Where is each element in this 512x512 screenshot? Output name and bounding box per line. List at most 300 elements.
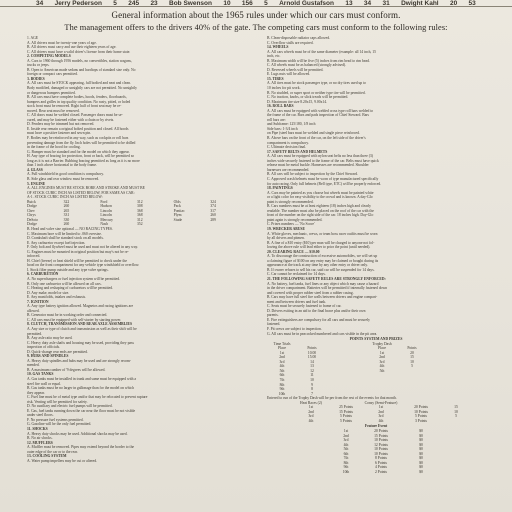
rule-item: C. Prizes numbers — 'No Score': [267, 222, 315, 227]
feature-cell: 5th: [343, 447, 349, 452]
points-cell: 4th: [379, 364, 385, 369]
rule-section-heading: 13. COOLING SYSTEM: [27, 454, 67, 459]
feature-cell: 10 Points: [374, 438, 388, 443]
heat-gap: [267, 419, 291, 424]
engine-table-cell: Stude: [173, 217, 183, 222]
points-table: [267, 351, 485, 396]
points-cell: 12: [310, 368, 314, 373]
points-cell: 1st: [379, 350, 385, 355]
rule-item: F. Bodies may be reinforced in any way, such as cockpits or roll bars: [27, 136, 129, 141]
rule-item: front of the number on the right side of the car. 18 inches high. Day-Glo: [267, 213, 374, 218]
rule-item: C. All wheels must be as balanced (strongly advised).: [267, 63, 347, 68]
engine-table-cell: Pack: [173, 204, 181, 209]
rule-item: C. Fuel line must be of metal type and/or that may be relocated to prevent rupture: [27, 395, 148, 400]
engine-table-cell: 330: [63, 217, 70, 222]
points-subhead-cell: Points: [307, 346, 317, 351]
feature-cell: 6 Points: [375, 460, 387, 465]
rule-item: inforced.: [27, 254, 41, 259]
heat-cell: 5 Points: [340, 414, 352, 419]
heat-cell: 4th: [308, 418, 314, 423]
rule-item: preventing damage from the fly. Inch holes will be permitted to be drilled: [27, 140, 136, 145]
rule-section-heading: 9. HUBS AND SPINDLES: [27, 354, 69, 359]
engine-table-cell: 260: [210, 213, 216, 218]
rule-item: C. All cars must be equipped with self-starter by starting power.: [27, 317, 122, 322]
rule-section-heading: 12. MUFFLERS: [27, 440, 53, 445]
rule-item: A. To discourage the construction of excessive automobiles, we will set up: [267, 254, 378, 259]
points-head-time: Time Trials: [273, 341, 291, 346]
rule-item: A. Heavy duty spindles and hubs may be used and are strongly recom-: [27, 358, 132, 363]
rule-item: the frame of the car. Bars and pads inspection of Chief Steward. Bars: [267, 113, 369, 118]
rule-item: B. Only one carburetor will be allowed on all cars.: [27, 281, 102, 286]
rule-item: A. Cars to 1960 through 1956 models, no convertibles, station wagons,: [27, 58, 132, 63]
rule-item: G. Gasoline will be the only fuel permitted.: [27, 422, 92, 427]
engine-table-cell: 374: [210, 204, 216, 209]
rule-item: B. If owner refuses to sell his car, said car will be suspended for 14 days.: [267, 267, 375, 272]
feature-cell: 10 Points: [374, 451, 388, 456]
results-strip-cell: 156: [241, 0, 253, 7]
rule-item: parents.: [267, 313, 279, 318]
results-strip-cell: 34: [363, 0, 372, 7]
rule-item: Side bars: 1-3/4 inch: [267, 126, 298, 131]
rule-item: harnesses are recommended.: [267, 167, 310, 172]
engine-table-cell: Plym: [173, 213, 182, 218]
rule-item: G. Engines must be mounted in original position but may's not be re-: [27, 249, 129, 254]
results-strip: [0, 0, 512, 7]
heat-cell: 5: [455, 414, 457, 419]
rule-item: C. All doors must be welded closed. Passenger doors must be se-: [27, 113, 123, 118]
rule-item: C. Maximum bore will be limited to .060 oversize.: [27, 231, 102, 236]
rule-item: A. All cars must be equipped with nylon seat belts no less than three (3): [267, 154, 373, 159]
engine-table-cell: 289: [210, 217, 216, 222]
points-cell: 2nd: [379, 355, 385, 360]
rule-item: D. No auxiliary and electric fuel pumps will be permitted.: [27, 404, 113, 409]
rule-section-heading: 4. GLASS: [27, 167, 43, 172]
rule-item: E. Lugs nuts will be allowed.: [267, 72, 311, 77]
feature-gap: [267, 470, 291, 475]
rules-right-column: [267, 36, 485, 475]
rule-item: and covered with proper rubber steel from a rubber casing.: [267, 290, 354, 295]
rule-item: C. All drivers must have a valid driver's license from their home state.: [27, 49, 131, 54]
feature-cell: 2 Points: [375, 469, 387, 474]
rule-item: F. Pit crews are subject to inspection.: [267, 327, 322, 331]
rule-item: C. Seats must be securely fastened to frame of car.: [267, 304, 342, 309]
results-strip-cell: 53: [468, 0, 476, 7]
feature-cell: $0: [419, 456, 423, 461]
engine-table-cell: Olds: [173, 199, 181, 204]
engine-table-cell: 265: [63, 208, 70, 213]
results-strip-cell: 34: [36, 0, 44, 7]
rule-item: lowing the above rule will lead either to prior the point (until needed).: [267, 245, 371, 250]
points-cell: 4th: [279, 364, 285, 369]
rule-item: OF STOCK CUBIC INCH AS LISTED BELOW, FOR SAME AS CAR:: [27, 190, 135, 195]
rule-item: mended.: [27, 363, 40, 368]
rule-item: trucks or jeeps.: [27, 63, 50, 68]
engine-table-cell: Nash: [100, 222, 108, 227]
feature-cell: 6th: [343, 451, 349, 456]
feature-table: [267, 429, 485, 474]
rule-item: F. No pressure fuel systems permitted.: [27, 417, 84, 422]
rule-section-heading: 19. WRECKER ABUSE: [267, 226, 305, 231]
rule-item: B. Gas tanks must be no larger in gallonage than for the model on which: [27, 386, 134, 391]
results-strip-cell: 10: [223, 0, 231, 7]
engine-table-cell: Hudson: [100, 204, 112, 209]
points-cell: 9: [311, 382, 313, 387]
heat-cell: 10 Points: [414, 409, 428, 414]
rule-item: E. Any carburetor except fuel injection.: [27, 240, 86, 245]
feature-gap: [291, 470, 331, 475]
rule-item: and Subframe: 125/180, 1/8 inch: [267, 122, 316, 127]
rule-item: H. Chief (freeze) or heat shield will be permitted to check under the: [27, 258, 128, 263]
feature-cell: $0: [419, 451, 423, 456]
heat-cell: 20 Points: [414, 405, 428, 410]
rule-item: H. Any type of bracing for protection, front or back, will be permitted so: [27, 154, 135, 159]
rule-section-heading: 15. TIRES: [267, 76, 284, 81]
results-strip-cell: 5: [264, 0, 268, 7]
results-strip-cell: 13: [345, 0, 353, 7]
points-cell: 1st: [279, 350, 285, 355]
rule-item: D. Crankshaft shall be standard stock on all models.: [27, 236, 104, 241]
points-cell: 9th: [279, 387, 285, 392]
rule-item: A. ALL ENGINES MUST BE STOCK BORE AND STROKE AND MUST BE: [27, 186, 145, 191]
rule-item: D. Any make, model or size.: [27, 290, 70, 295]
rule-item: Body modified, damaged or unsightly cars are not permitted. No unsightly: [27, 86, 137, 91]
engine-table-cell: 317: [210, 208, 216, 213]
engine-table-cell: Pontiac: [173, 208, 185, 213]
page-subheading: The management offers to the drivers 40% of the gate. The competing cars must conform to the following rules:: [64, 23, 448, 32]
feature-cell: 1st: [343, 429, 349, 434]
feature-cell: $0: [419, 442, 423, 447]
feature-cell: 2nd: [343, 433, 349, 438]
engine-table-cell: Dodge: [27, 204, 37, 209]
points-cell: 8: [311, 387, 313, 392]
rule-item: stock front must be removed. Right half of front seat may be re-: [27, 104, 122, 109]
rule-item: B. A maximum camber of '9 degrees will be allowed.: [27, 367, 106, 372]
heat-cell: 1st: [308, 405, 314, 410]
feature-row: [267, 470, 485, 475]
rule-item: or dangerous bumpers permitted.: [27, 90, 76, 95]
rule-item: A. White gloves, mechanic, crews, or team boss racer outfits must be worn: [267, 231, 378, 236]
rule-item: B. Above bars on the front of the car, on the left side of the driver's: [267, 136, 366, 141]
rule-section-heading: 17. SAFETY BELTS AND HELMETS: [267, 149, 328, 154]
rule-item: 1. AGE: [27, 36, 39, 40]
engine-table-cell: 308: [137, 204, 143, 209]
rule-item: roll bars are:: [267, 117, 286, 122]
engine-table-cell: 368: [137, 208, 143, 213]
points-subhead-cell: Place: [378, 346, 386, 351]
feature-cell: 3rd: [343, 438, 349, 443]
rule-item: E. Any manifolds, intakes and exhausts.: [27, 295, 86, 300]
engine-table-cell: Buick: [27, 199, 36, 204]
points-cell: 10.00: [307, 350, 317, 355]
feature-cell: 10 Points: [374, 447, 388, 452]
feature-cell: 12 Points: [374, 442, 388, 447]
rule-item: G. All cars must be in peacocked numbered and cars visible in the pit area.: [267, 331, 378, 336]
results-strip-cell: 245: [128, 0, 140, 7]
heat-table: [267, 405, 485, 423]
points-cell: 8th: [279, 382, 285, 387]
rule-item: D. Fenders may be trimmed but not removed.: [27, 122, 95, 127]
engine-table-cell: 352: [137, 222, 143, 227]
rule-item: B. No studded, or super sport or neither type tire will be permitted.: [267, 90, 366, 95]
heat-cell: 25 Points: [339, 405, 353, 410]
rule-item: A. No superchargers or fuel injection system will be permitted.: [27, 276, 121, 281]
rule-item: G. Bumper must be standard and for the model on which they appear.: [27, 149, 130, 154]
results-strip-cell: Arnold Gustafson: [279, 0, 334, 7]
rule-item: E. Fire extinguishers are compulsory for all cars and must be securely: [267, 317, 371, 322]
heat-title: Heat Races (2): [300, 400, 322, 405]
rule-section-heading: 16. ROLL BARS: [267, 104, 294, 109]
rule-item: paint again is strongly recommended.: [267, 217, 323, 222]
rule-item: or a light color for easy visibility to the crowd and is known. A day-Glo: [267, 195, 373, 200]
rule-item: A. All cars wheels must be of the same diameter (example: all 14 inch, 15: [267, 49, 376, 54]
feature-cell: $0: [419, 469, 423, 474]
rule-item: D. Reversed wheels will be permitted.: [267, 67, 324, 72]
heat-row: [267, 419, 485, 424]
rule-item: B. Cars numbers must be at least eighteen (18) inches high and clearly: [267, 204, 371, 209]
rule-item: C. Heating and reshaping of carburetors will be permitted.: [27, 286, 114, 291]
engine-table-cell: 322: [63, 199, 70, 204]
rule-item: ment and between drivers and fuel tank.: [267, 299, 327, 304]
rule-item: B. Generator must be in working order and connected.: [27, 313, 108, 318]
rule-item: in the driver compartment. Batteries will be permitted if internally fastened down: [267, 286, 388, 291]
engine-table-cell: Lincoln: [100, 213, 112, 218]
rule-item: C. Ultimate decision final.: [267, 145, 307, 150]
rule-section-heading: 21. THE FOLLOWING SAFETY RULES ARE STRONGLY ENFORCED:: [267, 276, 386, 281]
rule-section-heading: 6. CARBURETION: [27, 272, 59, 277]
results-strip-cell: Dwight Kahl: [401, 0, 439, 7]
feature-cell: 9th: [343, 465, 349, 470]
rule-item: A. Water pump impellers may be cut or altered.: [27, 458, 98, 463]
feature-cell: 15 Points: [374, 433, 388, 438]
rule-item: outer edge of the car or to the rear.: [27, 449, 78, 454]
rule-item: A. Muffler must be removed. Pipes may extend beyond the border to the: [27, 445, 135, 450]
rule-item: B. Head and valve size optional — NO RACING TYPES.: [27, 226, 113, 231]
heat-cell: 5 Points: [415, 414, 427, 419]
rule-item: B. No air shocks.: [27, 436, 53, 441]
heat-cell: 3rd: [308, 414, 314, 419]
feature-cell: 8 Points: [375, 456, 387, 461]
rule-item: E. Gas, fuel tanks running down the car near the floor must be not visible: [27, 408, 136, 413]
points-note: Entered to run of the Trophy Dash will be per from the rest of the events for that month.: [267, 396, 397, 401]
rule-item: allowed.: [27, 308, 40, 313]
rule-section-heading: 3. BODIES: [27, 76, 45, 81]
rule-item: A. No battery, fuel tanks, fuel lines or any object which may cause a hazard: [267, 281, 379, 286]
rule-item: B. All cars will be subject to inspection by the Chief Steward.: [267, 172, 359, 177]
rules-left-column: [27, 36, 245, 463]
points-cell: [397, 392, 427, 397]
feature-cell: $0: [419, 447, 423, 452]
engine-table-cell: 331: [63, 213, 70, 218]
feature-cell: 4th: [343, 442, 349, 447]
rule-item: long as it is not a Barrier. Rubbing bracing permitted as long as it is no more: [27, 158, 140, 163]
rule-item: A. Cars may be painted as you choose but wheels must be painted white: [267, 190, 374, 195]
heat-cell: 15 Points: [339, 409, 353, 414]
rule-item: B. Any axle ratio may be used.: [27, 336, 73, 341]
rule-item: A. Any size or type of clutch and transmission as well as their shift will be: [27, 327, 137, 331]
engine-table-cell: 312: [137, 217, 143, 222]
rule-item: A. All cars must be STOCK appearing, full bodied and neat and clean.: [27, 81, 131, 86]
engine-table-cell: 312: [137, 199, 143, 204]
rule-item: A. Gas tanks must be installed in trunk and same must be equipped with a: [27, 377, 137, 382]
rule-section-heading: 10. GAS TANKS: [27, 372, 54, 377]
heat-cell: 10: [454, 409, 458, 414]
points-cell: 6th: [279, 373, 285, 378]
rule-item: in the frame of the hood for cooling.: [27, 145, 81, 150]
rule-item: C. Approved crash helmets must be worn of type manufactured specifically: [267, 176, 379, 181]
rule-item: C. Heavy duty axle shafts and housing may be used, providing they pass: [27, 340, 134, 345]
rule-section-heading: 18. PAINTINGS: [267, 186, 293, 191]
rule-section-heading: 11. SHOCKS: [27, 427, 48, 432]
rule-item: a claiming figure of $100 on any entry may be claimed or bought during its: [267, 258, 379, 263]
rule-item: A-1. STOCK CUBIC INCH AS LISTED BELOW:: [27, 195, 103, 200]
engine-table-cell: DeSoto: [27, 217, 39, 222]
points-cell: 3rd: [279, 359, 285, 364]
heat-cell: 2nd: [378, 409, 384, 414]
feature-cell: $0: [419, 429, 423, 434]
feature-cell: $0: [419, 433, 423, 438]
rule-item: than 1 inch above horizontal to the body frame.: [27, 163, 97, 168]
rule-item: D. Drivers exiting in an aid to the final brace plus and/or their own: [267, 308, 366, 313]
rule-section-heading: 7. IGNITION: [27, 299, 49, 304]
points-cell: 10: [310, 378, 314, 383]
rule-item: release must be metal buckle. Harnesses are recommended. Shoulder: [267, 163, 369, 168]
feature-cell: 10th: [342, 469, 350, 474]
rule-item: A. All cars must be equipped with welded cross type roll bars welded to: [267, 108, 374, 113]
heat-cell: [441, 419, 471, 424]
points-title: POINTS SYSTEM AND PRIZES: [349, 337, 403, 342]
rule-item: appearance at the track at any time by any other entry or driver only.: [267, 263, 368, 268]
rule-item: B. Cars may have full steel fire walls between drivers and engine compart-: [267, 295, 378, 300]
rule-item: 10 inches for pit work.: [267, 86, 301, 91]
points-cell: 2nd: [279, 355, 285, 360]
rule-item: A. Full windshield in good condition is compulsory.: [27, 172, 104, 177]
feature-cell: 8th: [343, 460, 349, 465]
points-cell: 3rd: [379, 359, 385, 364]
rule-item: B. All cars must have complete bodies, hoods, fenders, floorboards,: [27, 95, 127, 100]
engine-table-cell: 368: [137, 213, 143, 218]
results-strip-cell: 23: [150, 0, 158, 7]
feature-cell: $0: [419, 460, 423, 465]
points-cell: 13: [310, 364, 314, 369]
results-strip-cell: 31: [382, 0, 390, 7]
results-strip-cell: Bob Swenson: [169, 0, 212, 7]
feature-cell: $0: [419, 438, 423, 443]
feature-cell: 7th: [343, 456, 349, 461]
engine-table-cell: 260: [63, 222, 70, 227]
rule-item: I. Stock filter pump outside and any type valve springs.: [27, 267, 109, 272]
rule-item: B. All drivers must carry and use their eighteen years of age.: [27, 45, 117, 50]
engine-table-cell: Ford: [100, 199, 108, 204]
points-cell: 15.00: [307, 355, 317, 360]
rule-item: risk. Venting will be permitted for safety.: [27, 399, 88, 404]
points-cell: 7th: [279, 378, 285, 383]
rule-item: inches wide securely fastened to the frame of the car. Belts must have quick: [267, 158, 379, 163]
points-subhead-cell: Points: [407, 346, 417, 351]
rule-item: readable. The number must also be placed on the roof of the car with the: [267, 208, 374, 213]
rule-item: F. Only bolt and flywheel must be used and must not be altered in any way.: [27, 245, 138, 250]
rule-item: moved. Rear seat must be removed.: [27, 108, 80, 113]
rule-section-heading: 14. WHEELS: [267, 45, 289, 50]
rule-item: foreign or compact cars permitted.: [27, 72, 78, 77]
points-cell: 5th: [379, 368, 385, 373]
points-cell: 10: [410, 359, 414, 364]
rule-item: for auto racing. Only full helmets (Bell type, ETC) will be properly enforced.: [267, 181, 382, 186]
rule-item: A. Heavy duty shocks may be used. Additional shocks may be used.: [27, 431, 128, 436]
results-strip-cell: 20: [449, 0, 458, 7]
points-subhead-cell: Place: [278, 346, 286, 351]
heat-cell: 2nd: [308, 409, 314, 414]
engine-table: [27, 200, 245, 227]
rule-item: fastened.: [267, 322, 281, 327]
rule-section-heading: 5. ENGINE: [27, 181, 46, 186]
rule-item: steel fire wall or equal.: [27, 381, 61, 386]
rule-item: A. All tires must be stock passenger type, or no dry tires used up to: [267, 81, 366, 86]
points-cell: 5th: [279, 368, 285, 373]
points-cell: 10th: [278, 391, 286, 396]
rule-item: they appear.: [27, 390, 45, 395]
heat-cell: 1st: [378, 405, 384, 410]
points-cell: 14: [310, 359, 314, 364]
heat-cell: 4th: [378, 418, 384, 423]
rule-section-heading: 2. COMPETING MODELS: [27, 54, 71, 59]
results-strip-cell: Jerry Pederson: [54, 0, 102, 7]
rule-item: inspection of officials.: [27, 345, 61, 350]
engine-table-cell: Chev: [27, 208, 35, 213]
engine-table-cell: Lincoln: [100, 208, 112, 213]
engine-table-cell: 324: [210, 199, 216, 204]
feature-title: Feature Event: [364, 424, 388, 429]
rule-item: under steel floors.: [27, 413, 54, 418]
engine-table-cell: Chrys: [27, 213, 36, 218]
rule-item: B. Clean-disposable radiator caps allowed.: [267, 36, 331, 40]
rule-section-heading: 8. CLUTCH, TRANSMISSION AND REAR AXLE ASSEMBLIES: [27, 322, 133, 327]
engine-table-cell: [210, 222, 245, 227]
rule-item: C. Overflow stalls are required.: [267, 40, 314, 45]
rule-item: compartment is compulsory.: [267, 140, 309, 145]
points-cell: 11: [310, 373, 314, 378]
rule-item: D. Quick-change rear ends are permitted.: [27, 349, 88, 354]
engine-table-cell: [174, 222, 209, 227]
results-strip-cell: 5: [113, 0, 117, 7]
engine-table-cell: 260: [63, 204, 70, 209]
feature-cell: 20 Points: [374, 429, 388, 434]
engine-table-cell: Dodge: [27, 222, 37, 227]
rule-item: bumpers and grilles in top quality condition. No rusty, pitted, or holed: [27, 99, 131, 104]
rule-item: permitted.: [27, 331, 43, 336]
points-cell: 7: [311, 391, 313, 396]
rule-item: B. A fine of a $10 entry ($10) per man will be charged to anyone not fol-: [267, 240, 375, 245]
heat-cell: 3rd: [378, 414, 384, 419]
points-head-dash: Trophy Dash: [372, 341, 392, 346]
rule-item: E. Inside rear remain a original bolted position and closed. All hoods: [27, 126, 129, 131]
rule-item: B. Open to American made sedans and hardtops of standard size only. No: [27, 67, 136, 72]
rule-item: B. Side glass and rear window must be removed.: [27, 176, 100, 181]
rule-item: by all drivers and pitmen.: [267, 236, 305, 241]
feature-cell: 4 Points: [375, 465, 387, 470]
points-cell: 20: [410, 350, 414, 355]
heat-cell: 15: [454, 405, 458, 410]
rule-item: on Pipe (steel bars must be welded and single piece reinforced.: [267, 131, 360, 136]
rule-item: paint is strongly recommended.: [267, 199, 314, 204]
rule-item: C. No traction, knobs, or slick treads will be permitted.: [267, 95, 349, 100]
rule-item: inch, etc.: [267, 54, 281, 59]
rule-item: D. Maximum tire size 8.20x15, 9.00x14.: [267, 99, 328, 104]
feature-cell: $0: [419, 465, 423, 470]
points-cell: 5: [411, 364, 413, 369]
engine-table-cell: Mercury: [100, 217, 114, 222]
rule-item: A. Any type battery ignition allowed. Magnetos and racing ignitions are: [27, 304, 134, 309]
rule-item: C. Car cannot be reclaimed for 14 days.: [267, 272, 326, 277]
